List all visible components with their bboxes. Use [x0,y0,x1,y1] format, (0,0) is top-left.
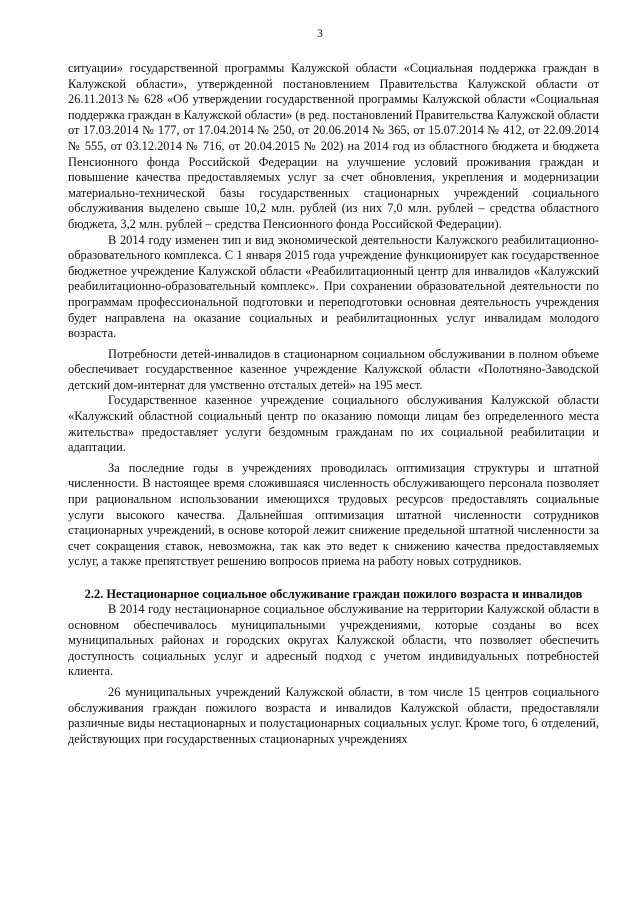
paragraph-homeless-center: Государственное казенное учреждение социального обслуживания Калужской области «Калужский областной социальный центр по оказанию помощи лицам без определенного места жительства» предоставляет услуги бездомным гражданам по их социальной реабилитации и адаптации. [68,393,599,455]
section-heading: 2.2. Нестационарное социальное обслуживание граждан пожилого возраста и инвалидов [84,587,583,601]
paragraph-staff-optimization: За последние годы в учреждениях проводилась оптимизация структуры и штатной численности. В настоящее время сложившаяся численность обслуживающего персонала позволяет при рациональном использовании имеющихся трудовых ресурсов предоставлять социальные услуги высокого качества. Дальнейшая оптимизация штатной численности сотрудников стационарных учреждений, в основе которой лежит снижение предельной штатной численности за счет сокращения ставок, невозможна, так как это ведет к снижению качества предоставляемых услуг, а также препятствует решению вопросов приема на работу новых сотрудников. [68,460,599,569]
page-number: 3 [317,28,323,40]
document-body [68,61,599,747]
paragraph-nonstationary-service: В 2014 году нестационарное социальное обслуживание на территории Калужской области в основном обеспечивалось муниципальными учреждениями, которые созданы во всех муниципальных районах и городских округах Калужской области, что позволяет обеспечить доступность социальных услуг и адресный подход с учетом индивидуальных потребностей клиента. [68,602,599,679]
paragraph-children-care: Потребности детей-инвалидов в стационарном социальном обслуживании в полном объеме обеспечивает государственное казенное учреждение Калужской области «Полотняно-Заводской детский дом-интернат для умственно отсталых детей» на 195 мест. [68,346,599,392]
paragraph-program-funding: ситуации» государственной программы Калужской области «Социальная поддержка граждан в Калужской области», утвержденной постановлением Правительства Калужской области от 26.11.2013 № 628 «Об утверждении государственной программы Калужской области «Социальная поддержка граждан в Калужской области» (в ред. постановлений Правительства Калужской области от 17.03.2014 № 177, от 17.04.2014 № 250, от 20.06.2014 № 365, от 15.07.2014 № 412, от 22.09.2014 № 555, от 03.12.2014 № 716, от 20.04.2015 № 202) на 2014 год из областного бюджета и бюджета Пенсионного фонда Российской Федерации на улучшение условий проживания граждан и повышение качества предоставляемых услуг за счет обновления, укрепления и модернизации материально-технической базы государственных стационарных учреждений социального обслуживания выделено свыше 10,2 млн. рублей (из них 7,0 млн. рублей – средства областного бюджета, 3,2 млн. рублей – средства Пенсионного фонда Российской Федерации). [68,61,599,231]
paragraph-municipal-institutions: 26 муниципальных учреждений Калужской области, в том числе 15 центров социального обслуживания граждан пожилого возраста и инвалидов Калужской области, предоставляли различные виды нестационарных и полустационарных социальных услуг. Кроме того, 6 отделений, действующих при государственных стационарных учреждениях [68,684,599,746]
paragraph-rehab-complex: В 2014 году изменен тип и вид экономической деятельности Калужского реабилитационно-образовательного комплекса. С 1 января 2015 года учреждение функционирует как государственное бюджетное учреждение Калужской области «Реабилитационный центр для инвалидов «Калужский реабилитационно-образовательный комплекс». При сохранении образовательной деятельности по программам профессиональной подготовки и переподготовки основная деятельность учреждения будет направлена на оказание социальных и реабилитационных услуг инвалидам молодого возраста. [68,232,599,341]
